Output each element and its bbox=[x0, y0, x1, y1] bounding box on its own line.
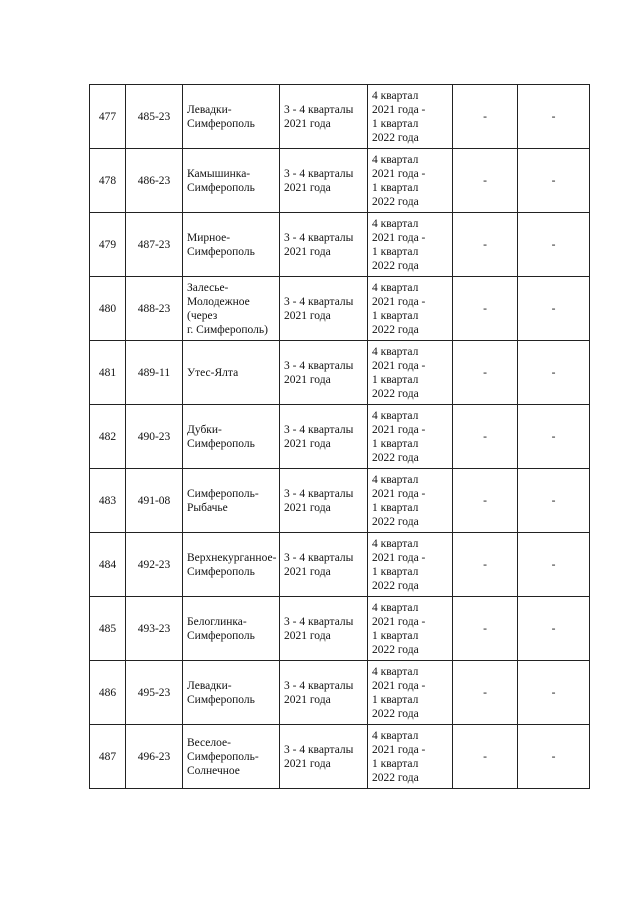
period-text: 3 - 4 кварталы 2021 года bbox=[284, 743, 354, 770]
row-number-cell: 479 bbox=[90, 213, 126, 277]
route-name-cell bbox=[183, 213, 280, 277]
dash-cell-7: - bbox=[518, 213, 590, 277]
row-number-cell: 484 bbox=[90, 533, 126, 597]
table-row bbox=[90, 85, 590, 149]
term-text: 4 квартал 2021 года - 1 квартал 2022 года bbox=[372, 153, 426, 208]
term-cell bbox=[368, 341, 453, 405]
term-cell bbox=[368, 277, 453, 341]
row-number-cell: 478 bbox=[90, 149, 126, 213]
table-row bbox=[90, 597, 590, 661]
route-name-cell bbox=[183, 597, 280, 661]
period-text: 3 - 4 кварталы 2021 года bbox=[284, 167, 354, 194]
route-name-text: Веселое- Симферополь- Солнечное bbox=[187, 736, 259, 777]
route-code-cell: 496-23 bbox=[126, 725, 183, 789]
route-code-cell: 488-23 bbox=[126, 277, 183, 341]
route-name-text: Залесье- Молодежное (через г. Симферополь) bbox=[187, 281, 268, 336]
table-row bbox=[90, 213, 590, 277]
dash-cell-7: - bbox=[518, 405, 590, 469]
dash-cell-6: - bbox=[453, 277, 518, 341]
term-text: 4 квартал 2021 года - 1 квартал 2022 года bbox=[372, 665, 426, 720]
term-text: 4 квартал 2021 года - 1 квартал 2022 года bbox=[372, 729, 426, 784]
period-cell bbox=[280, 469, 368, 533]
term-text: 4 квартал 2021 года - 1 квартал 2022 года bbox=[372, 281, 426, 336]
period-text: 3 - 4 кварталы 2021 года bbox=[284, 615, 354, 642]
route-name-cell bbox=[183, 533, 280, 597]
term-cell bbox=[368, 469, 453, 533]
term-text: 4 квартал 2021 года - 1 квартал 2022 года bbox=[372, 473, 426, 528]
dash-cell-7: - bbox=[518, 149, 590, 213]
route-code-cell: 486-23 bbox=[126, 149, 183, 213]
route-name-text: Камышинка- Симферополь bbox=[187, 167, 255, 194]
term-cell bbox=[368, 725, 453, 789]
dash-cell-7: - bbox=[518, 533, 590, 597]
table-row bbox=[90, 341, 590, 405]
route-name-text: Белоглинка- Симферополь bbox=[187, 615, 255, 642]
period-text: 3 - 4 кварталы 2021 года bbox=[284, 295, 354, 322]
period-cell bbox=[280, 597, 368, 661]
route-code-cell: 490-23 bbox=[126, 405, 183, 469]
table-row bbox=[90, 277, 590, 341]
route-name-text: Утес-Ялта bbox=[187, 366, 239, 379]
route-code-cell: 495-23 bbox=[126, 661, 183, 725]
route-name-cell bbox=[183, 277, 280, 341]
table-row bbox=[90, 405, 590, 469]
period-text: 3 - 4 кварталы 2021 года bbox=[284, 487, 354, 514]
dash-cell-6: - bbox=[453, 597, 518, 661]
route-code-cell: 487-23 bbox=[126, 213, 183, 277]
row-number-cell: 487 bbox=[90, 725, 126, 789]
term-cell bbox=[368, 85, 453, 149]
row-number-cell: 480 bbox=[90, 277, 126, 341]
period-cell bbox=[280, 149, 368, 213]
route-code-cell: 493-23 bbox=[126, 597, 183, 661]
term-cell bbox=[368, 597, 453, 661]
period-text: 3 - 4 кварталы 2021 года bbox=[284, 551, 354, 578]
period-cell bbox=[280, 85, 368, 149]
route-name-cell bbox=[183, 469, 280, 533]
term-cell bbox=[368, 533, 453, 597]
term-text: 4 квартал 2021 года - 1 квартал 2022 года bbox=[372, 217, 426, 272]
dash-cell-7: - bbox=[518, 661, 590, 725]
period-cell bbox=[280, 533, 368, 597]
route-code-cell: 491-08 bbox=[126, 469, 183, 533]
dash-cell-6: - bbox=[453, 341, 518, 405]
period-text: 3 - 4 кварталы 2021 года bbox=[284, 359, 354, 386]
routes-table bbox=[89, 84, 590, 789]
dash-cell-6: - bbox=[453, 533, 518, 597]
dash-cell-7: - bbox=[518, 597, 590, 661]
period-cell bbox=[280, 725, 368, 789]
dash-cell-6: - bbox=[453, 725, 518, 789]
term-cell bbox=[368, 149, 453, 213]
dash-cell-6: - bbox=[453, 149, 518, 213]
dash-cell-7: - bbox=[518, 725, 590, 789]
row-number-cell: 486 bbox=[90, 661, 126, 725]
row-number-cell: 482 bbox=[90, 405, 126, 469]
table-row bbox=[90, 533, 590, 597]
period-cell bbox=[280, 277, 368, 341]
term-cell bbox=[368, 213, 453, 277]
table-row bbox=[90, 469, 590, 533]
row-number-cell: 485 bbox=[90, 597, 126, 661]
route-name-cell bbox=[183, 149, 280, 213]
dash-cell-7: - bbox=[518, 277, 590, 341]
period-cell bbox=[280, 405, 368, 469]
routes-table-body bbox=[90, 85, 590, 789]
term-text: 4 квартал 2021 года - 1 квартал 2022 года bbox=[372, 345, 426, 400]
period-cell bbox=[280, 213, 368, 277]
period-text: 3 - 4 кварталы 2021 года bbox=[284, 231, 354, 258]
table-row bbox=[90, 725, 590, 789]
route-name-cell bbox=[183, 341, 280, 405]
table-row bbox=[90, 149, 590, 213]
term-text: 4 квартал 2021 года - 1 квартал 2022 года bbox=[372, 537, 426, 592]
row-number-cell: 483 bbox=[90, 469, 126, 533]
term-text: 4 квартал 2021 года - 1 квартал 2022 года bbox=[372, 409, 426, 464]
term-text: 4 квартал 2021 года - 1 квартал 2022 года bbox=[372, 601, 426, 656]
row-number-cell: 477 bbox=[90, 85, 126, 149]
route-name-text: Верхнекурганное- Симферополь bbox=[187, 551, 277, 578]
period-text: 3 - 4 кварталы 2021 года bbox=[284, 423, 354, 450]
period-text: 3 - 4 кварталы 2021 года bbox=[284, 679, 354, 706]
route-name-cell bbox=[183, 661, 280, 725]
route-name-text: Левадки- Симферополь bbox=[187, 679, 255, 706]
route-name-cell bbox=[183, 725, 280, 789]
period-cell bbox=[280, 661, 368, 725]
term-cell bbox=[368, 405, 453, 469]
route-name-cell bbox=[183, 85, 280, 149]
route-name-text: Мирное- Симферополь bbox=[187, 231, 255, 258]
term-cell bbox=[368, 661, 453, 725]
route-code-cell: 489-11 bbox=[126, 341, 183, 405]
route-code-cell: 485-23 bbox=[126, 85, 183, 149]
dash-cell-6: - bbox=[453, 661, 518, 725]
period-text: 3 - 4 кварталы 2021 года bbox=[284, 103, 354, 130]
dash-cell-6: - bbox=[453, 85, 518, 149]
row-number-cell: 481 bbox=[90, 341, 126, 405]
dash-cell-6: - bbox=[453, 469, 518, 533]
dash-cell-6: - bbox=[453, 213, 518, 277]
period-cell bbox=[280, 341, 368, 405]
route-name-text: Симферополь- Рыбачье bbox=[187, 487, 259, 514]
route-name-cell bbox=[183, 405, 280, 469]
dash-cell-7: - bbox=[518, 341, 590, 405]
route-name-text: Дубки- Симферополь bbox=[187, 423, 255, 450]
table-row bbox=[90, 661, 590, 725]
route-code-cell: 492-23 bbox=[126, 533, 183, 597]
dash-cell-7: - bbox=[518, 85, 590, 149]
term-text: 4 квартал 2021 года - 1 квартал 2022 года bbox=[372, 89, 426, 144]
route-name-text: Левадки- Симферополь bbox=[187, 103, 255, 130]
dash-cell-6: - bbox=[453, 405, 518, 469]
dash-cell-7: - bbox=[518, 469, 590, 533]
